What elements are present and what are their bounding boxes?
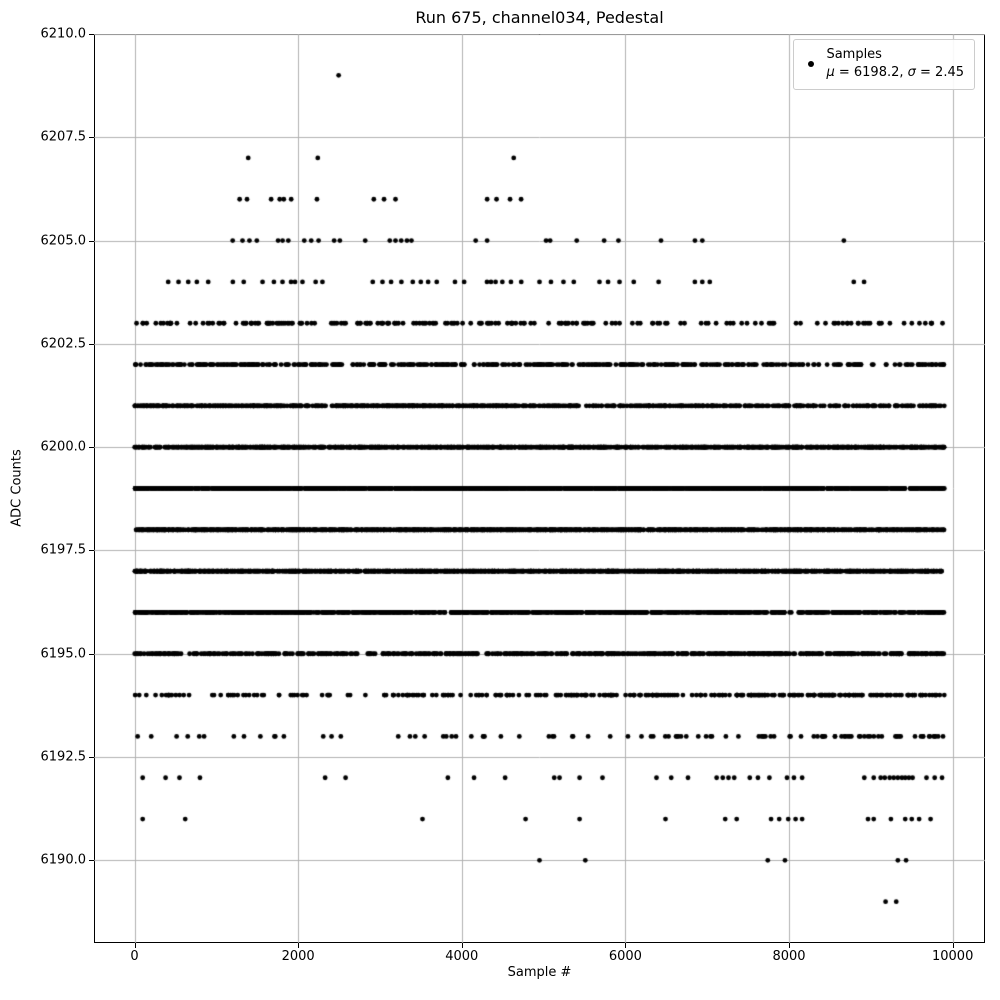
y-tick-label: 6205.0	[40, 233, 86, 249]
x-tick-label: 0	[130, 949, 139, 964]
sample-marker-icon	[808, 61, 814, 67]
y-tick-label: 6195.0	[40, 646, 86, 662]
y-tick-mark	[89, 241, 94, 242]
y-tick-mark	[89, 550, 94, 551]
legend	[793, 39, 975, 90]
y-tick-mark	[89, 757, 94, 758]
y-tick-label: 6197.5	[40, 542, 86, 558]
y-tick-mark	[89, 654, 94, 655]
y-tick-label: 6200.0	[40, 439, 86, 455]
x-tick-mark	[298, 943, 299, 948]
y-tick-label: 6190.0	[40, 852, 86, 868]
scatter-canvas	[94, 34, 985, 943]
x-tick-label: 10000	[931, 949, 974, 964]
x-tick-label: 6000	[608, 949, 642, 964]
y-tick-mark	[89, 860, 94, 861]
x-tick-mark	[789, 943, 790, 948]
x-tick-mark	[953, 943, 954, 948]
y-tick-label: 6210.0	[40, 26, 86, 42]
y-tick-mark	[89, 344, 94, 345]
x-tick-label: 2000	[281, 949, 315, 964]
y-tick-label: 6192.5	[40, 749, 86, 765]
y-tick-label: 6207.5	[40, 129, 86, 145]
y-tick-label: 6202.5	[40, 336, 86, 352]
legend-samples-label: Samples	[826, 47, 882, 62]
legend-text	[826, 46, 964, 83]
x-axis-label: Sample #	[507, 965, 572, 980]
y-tick-mark	[89, 137, 94, 138]
x-tick-label: 4000	[445, 949, 479, 964]
x-tick-mark	[625, 943, 626, 948]
x-tick-mark	[135, 943, 136, 948]
x-tick-label: 8000	[772, 949, 806, 964]
y-tick-mark	[89, 447, 94, 448]
y-axis-label: ADC Counts	[9, 449, 25, 527]
legend-stats-label: μ = 6198.2, σ = 2.45	[826, 65, 964, 81]
chart-title: Run 675, channel034, Pedestal	[415, 8, 664, 27]
x-tick-mark	[462, 943, 463, 948]
y-tick-mark	[89, 34, 94, 35]
